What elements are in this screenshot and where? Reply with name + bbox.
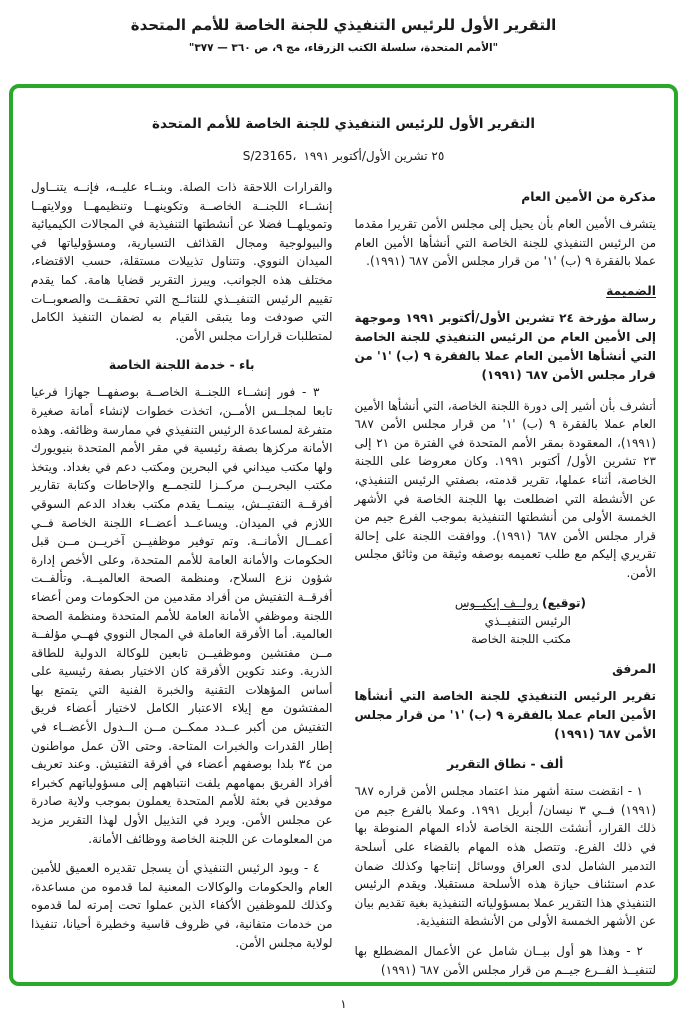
annex-subject: تقرير الرئيس التنفيذي للجنة الخاصة التي أنشأها الأمين العام عملا بالفقرة ٩ (ب) '١' من قرار مجلس الأمن ٦٨٧ (١٩٩١) <box>354 688 656 741</box>
signature-line <box>455 594 586 612</box>
annex-paragraph-3: ٣ - فور إنشــاء اللجنــة الخاصــة بوصفهــا جهازا فرعيا تابعا لمجلــس الأمــن، اتخذت خطوات لإنشاء أمانة صغيرة متفرغة لمساعدة الرئيس التنفيذي في ممارسة وظائفه. وهذه الأمانة مركزها بصفة رئيسية في مقر الأمم المتحدة بنيويورك ولها مكتب ميداني في البحرين ومكتب دعم في بغداد. ويتخذ مكتب البحريــن مركــزا للتجمــع والإحاطات وكتابة تقارير أفرقــة التفتيــش، بينمــا يقدم مكتب بغداد الدعم السوقي اللازم في الميدان. ويساعــد أعضــاء اللجنة الخاصة فــي أعمــال الأمانــة. وتم توفير موظفيــن آخريــن مــن قبل الحكومات والأمانة العامة للأمم المتحدة، وعلى الأخص إدارة شؤون نزع السلاح، ومنظمة الصحة العالميــة. وتألفــت أفرقــة التفتيش من أفراد مقدمين من الحكومات ومن أعضاء اللجنة وموظفي الأمانة العامة للأمم المتحدة ومنظمة الصحة العالمية. أما الأفرقة العاملة في المجال النووي فهــي مؤلفــة مــن مفتشين وموظفيــن تابعين للوكالة الدولية للطاقة الذرية. وعند تكوين الأفرقة كان الاختيار بصفة رئيسية على أساس المؤهلات التقنية والخبرة الفنية التي يتمتع بها المفتشون مع إيلاء الاعتبار الكامل لاختيار أعضاء فريق التفتيش من أكبر عــدد ممكــن مــن الــدول الأعضــاء في إطار القدرات والخبرات المتاحة. وحتى الآن عمل مواطنون من ٣٤ بلدا بوصفهم أعضاء في أفرقة التفتيش. وعند تعريف أفراد الفريق بمهامهم يلفت انتباههم إلى مسؤولياتهم كخبراء موفدين في بعثة للأمم المتحدة يعملون بموجب ولاية صادرة عن مجلس الأمن. ويرد في التذييل الأول لهذا التقرير مزيد من المعلومات عن اللجنة الخاصة ووظائف الأمانة. <box>31 385 333 846</box>
letter-body: أتشرف بأن أشير إلى دورة اللجنة الخاصة، التي أنشأها الأمين العام عملا بالفقرة ٩ (ب) '١' من قرار مجلس الأمن ٦٨٧ (١٩٩١)، المعقودة بمقر الأمم المتحدة في الفترة من ٢١ إلى ٢٣ تشرين الأول/ أكتوبر ١٩٩١. وكان معروضا على اللجنة الخاصة، أثناء عملها، تقرير قدمته، بصفتي الرئيس التنفيذي، عن الأنشطة التي اضطلعت بها اللجنة الخاصة في الأشهر الخمسة الأولى من أنشطتها التنفيذية بموجب الفرع جيم من قرار مجلس الأمن ٦٨٧ (١٩٩١). ووافقت اللجنة على إحالة تقريري إليكم مع طلب تعميمه بوصفه وثيقة من وثائق مجلس الأمن. <box>354 398 657 580</box>
column-right <box>355 178 657 986</box>
page-title: التقرير الأول للرئيس التنفيذي للجنة الخاصة للأمم المتحدة <box>130 16 557 34</box>
column-left <box>31 178 333 986</box>
annex-paragraph-1: ١ - انقضت ستة أشهر منذ اعتماد مجلس الأمن قراره ٦٨٧ (١٩٩١) فــي ٣ نيسان/ أبريل ١٩٩١. وعملا بالفرع جيم من ذلك القرار، أنشئت اللجنة الخاصة لأداء المهام المنوطة بها في ذلك الفرع. وتتصل هذه المهام بالقضاء على أسلحة التدمير الشامل لدى العراق ووسائل إنتاجها وكذلك ضمان عدم استئناف حيازة هذه الأسلحة مستقبلا. ويقدم الرئيس التنفيذي هذا التقرير عملا بمسؤولياته التنفيذية بغية تقديم بيان عن الأشهر الخمسة الأولى من الأنشطة التنفيذية. <box>354 784 656 929</box>
document-frame <box>9 84 678 986</box>
page-footer <box>0 997 687 1011</box>
two-column-layout <box>31 178 656 986</box>
signature-name: رولــف إيكيــوس <box>454 595 539 610</box>
annex-paragraph-4: ٤ - ويود الرئيس التنفيذي أن يسجل تقديره العميق للأمين العام والحكومات والوكالات المعنية لما قدموه من مساعدة، وكذلك للموظفين الأكفاء الذين عملوا تحت إمرته لما قدموه من خدمات متفانية، في ظروف قاسية وخطيرة أحيانا، تنفيذا لولاية مجلس الأمن. <box>31 861 333 950</box>
enclosure-heading: الضميمة <box>606 283 656 298</box>
annex-paragraph-2-continued: والقرارات اللاحقة ذات الصلة. وبنــاء عليــه، فإنــه يتنــاول إنشــاء اللجنــة الخاصــة وتكوينهــا وتنظيمهــا وولايتهــا وتمويلهــا فضلا عن أنشطتها التنفيذية في المجالات الكيميائية والبيولوجية ومجال القذائف التسيارية، ومسؤولياتها في الميدان النووي. وتتناول تذييلات مستقلة، حسب الاقتضاء، مختلف هذه الجوانب. ويبرز التقرير قضايا هامة. كما يقدم تقييم الرئيس التنفيــذي للنتائــج التي تحققــت والصعوبــات التي صودفت وما يتبقى القيام به لضمان التنفيذ الكامل لمتطلبات قرارات مجلس الأمن. <box>31 180 333 343</box>
page-header <box>0 0 687 54</box>
signature-title: الرئيس التنفيــذي <box>484 613 571 628</box>
page-subtitle: "الأمم المتحدة، سلسلة الكتب الزرقاء، مج ٩، ص ٣٦٠ — ٣٧٧" <box>188 42 499 55</box>
doc-date: ٢٥ تشرين الأول/أكتوبر ١٩٩١ <box>303 149 445 163</box>
enclosure-subject: رسالة مؤرخة ٢٤ تشرين الأول/أكتوبر ١٩٩١ وموجهة إلى الأمين العام من الرئيس التنفيذي للجنة الخاصة التي أنشأها الأمين العام عملا بالفقرة ٩ (ب) '١' من قرار مجلس الأمن ٦٨٧ (١٩٩١) <box>354 310 657 383</box>
doc-title: التقرير الأول للرئيس التنفيذي للجنة الخاصة للأمم المتحدة <box>152 116 535 132</box>
signature-office: مكتب اللجنة الخاصة <box>471 631 571 646</box>
annex-paragraph-2: ٢ - وهذا هو أول بيــان شامل عن الأعمال المضطلع بها لتنفيــذ الفــرع جيــم من قرار مجلس الأمن ٦٨٧ (١٩٩١) <box>354 943 656 977</box>
section-b-heading: باء - خدمة اللجنة الخاصة <box>108 358 255 373</box>
doc-symbol: S/23165، <box>242 149 297 163</box>
annex-heading: المرفق <box>612 661 656 676</box>
doc-id-line <box>31 149 656 163</box>
memo-heading: مذكرة من الأمين العام <box>521 190 656 204</box>
section-a-heading: ألف - نطاق التقرير <box>447 757 564 772</box>
signature-block <box>455 594 586 648</box>
page-number: ١ <box>340 997 347 1011</box>
memo-body: يتشرف الأمين العام بأن يحيل إلى مجلس الأمن تقريرا مقدما من الرئيس التنفيذي للجنة الخاصة التي أنشأها الأمين العام عملا بالفقرة ٩ (ب) '١' من قرار مجلس الأمن ٦٨٧ (١٩٩١). <box>354 217 656 269</box>
signature-prefix: (توقيع) <box>542 595 586 610</box>
